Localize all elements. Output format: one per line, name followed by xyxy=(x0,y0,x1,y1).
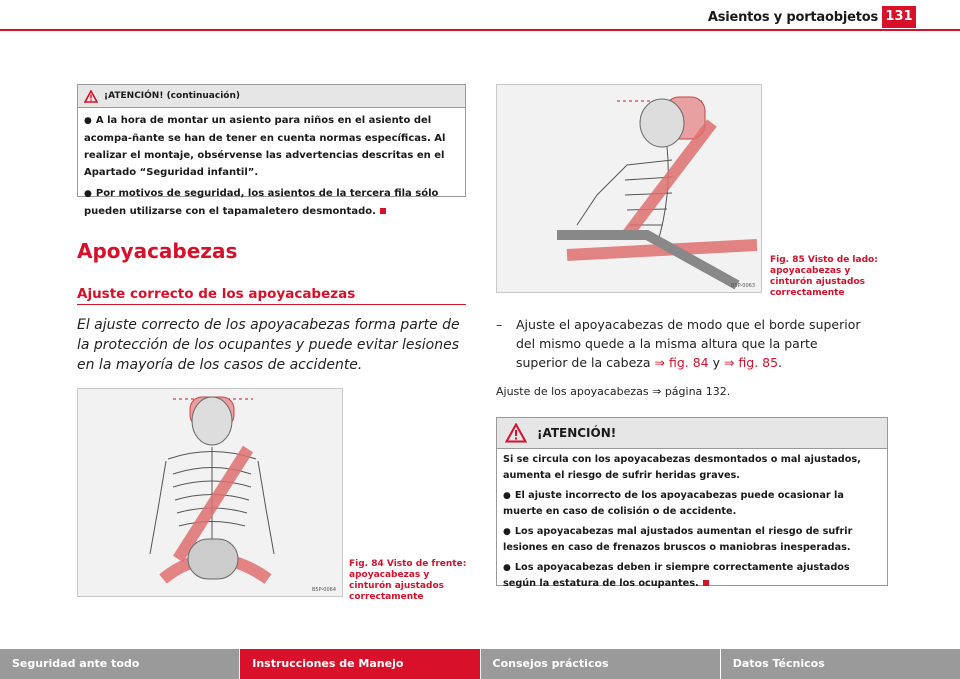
footer-tab-consejos[interactable]: Consejos prácticos xyxy=(481,649,721,679)
warning-icon xyxy=(84,90,98,103)
figure-84-caption: Fig. 84 Visto de frente: apoyacabezas y cinturón ajustados correctamente xyxy=(349,559,467,602)
warning-bullet: ● Los apoyacabezas mal ajustados aumentan el riesgo de sufrir lesiones en caso de frenazos bruscos o maniobras inesperadas. xyxy=(503,526,853,553)
warning-continuation-box xyxy=(77,84,466,217)
instruction-text: Ajuste el apoyacabezas de modo que el borde superior del mismo quede a la misma altura que la parte superior de la cabeza xyxy=(516,317,861,370)
warning-header xyxy=(497,418,887,449)
footer-nav xyxy=(0,649,960,679)
page-number: 131 xyxy=(882,6,916,28)
warning-bullet: ● A la hora de montar un asiento para niños en el asiento del acompa-ñante se han de tener en cuenta normas específicas. Al realizar el montaje, obsérvense las advertencias descritas en el Apartado “Seguridad infantil”. xyxy=(84,115,446,178)
figure-code: B5P-0063 xyxy=(730,283,755,289)
figure-85-image xyxy=(496,84,762,293)
warning-header xyxy=(78,85,465,108)
figure-85-caption: Fig. 85 Visto de lado: apoyacabezas y cinturón ajustados correctamente xyxy=(770,255,878,298)
warning-body xyxy=(497,449,887,602)
intro-paragraph: El ajuste correcto de los apoyacabezas forma parte de la protección de los ocupantes y puede evitar lesiones en la mayoría de los casos de accidente. xyxy=(77,317,460,373)
skeleton-front-illustration xyxy=(78,389,342,596)
instruction-text: y xyxy=(708,355,724,370)
warning-bullet: ● Por motivos de seguridad, los asientos de la tercera fila sólo pueden utilizarse con el tapamaletero desmontado. xyxy=(84,188,439,217)
end-mark xyxy=(703,580,709,586)
footer-tab-datos[interactable]: Datos Técnicos xyxy=(721,649,960,679)
subsection-heading: Ajuste correcto de los apoyacabezas xyxy=(77,286,356,302)
instruction-step xyxy=(496,315,866,372)
warning-body xyxy=(78,108,465,230)
fig-85-link[interactable]: ⇒ fig. 85 xyxy=(723,355,779,370)
skeleton-side-illustration xyxy=(497,85,761,292)
warning-title: ¡ATENCIÓN! (continuación) xyxy=(104,91,241,101)
instruction-text: . xyxy=(778,355,783,370)
fig-84-link[interactable]: ⇒ fig. 84 xyxy=(654,355,709,370)
see-also-reference[interactable]: Ajuste de los apoyacabezas ⇒ página 132. xyxy=(496,385,731,398)
end-mark xyxy=(380,208,386,214)
subsection-rule xyxy=(77,304,466,305)
warning-title: ¡ATENCIÓN! xyxy=(537,426,617,440)
warning-box xyxy=(496,417,888,589)
warning-bullet: ● El ajuste incorrecto de los apoyacabezas puede ocasionar la muerte en caso de colisión o de accidente. xyxy=(503,490,844,517)
step-dash: – xyxy=(496,317,503,332)
warning-bullet: ● Los apoyacabezas deben ir siempre correctamente ajustados según la estatura de los ocupantes. xyxy=(503,562,850,589)
warning-icon xyxy=(505,423,527,443)
header-rule xyxy=(0,29,960,31)
figure-84-image xyxy=(77,388,343,597)
section-title: Asientos y portaobjetos xyxy=(707,10,878,25)
warning-paragraph: Si se circula con los apoyacabezas desmontados o mal ajustados, aumenta el riesgo de sufrir heridas graves. xyxy=(503,454,861,481)
section-heading: Apoyacabezas xyxy=(77,239,238,263)
footer-tab-seguridad[interactable]: Seguridad ante todo xyxy=(0,649,240,679)
footer-tab-instrucciones[interactable]: Instrucciones de Manejo xyxy=(240,649,480,679)
figure-code: B5P-0064 xyxy=(311,587,336,593)
